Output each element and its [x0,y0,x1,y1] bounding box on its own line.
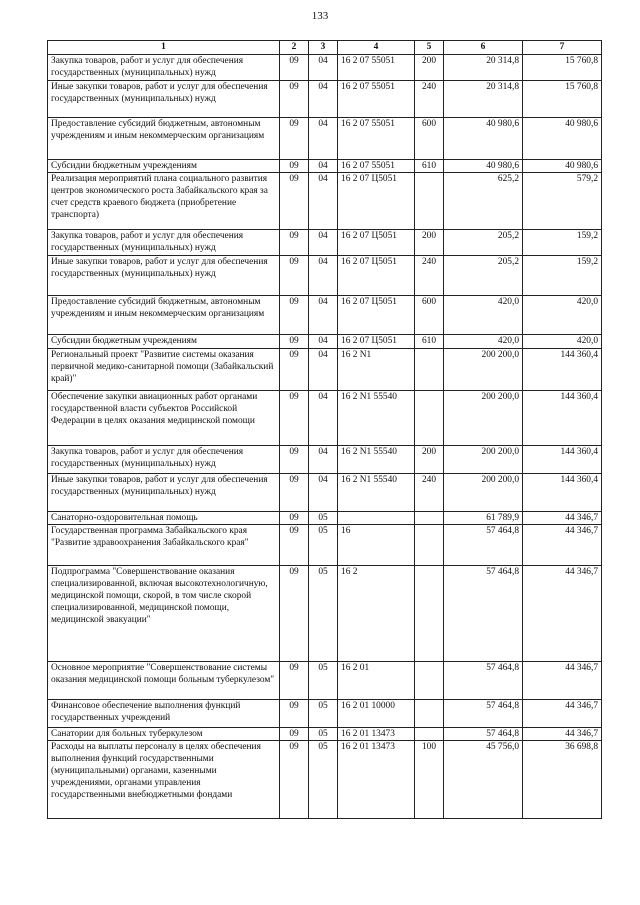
cell-target-article: 16 2 N1 55540 [338,391,415,446]
cell-amount-7: 420,0 [523,335,602,349]
cell-amount-7: 144 360,4 [523,474,602,512]
cell-target-article: 16 2 01 10000 [338,700,415,728]
cell-amount-6: 20 314,8 [444,55,523,81]
table-row [48,173,602,230]
col-header-4: 4 [338,41,415,55]
cell-section: 09 [280,230,309,256]
cell-expense-type [415,512,444,525]
cell-target-article: 16 2 07 55051 [338,118,415,160]
cell-subsection: 05 [309,662,338,700]
cell-amount-6: 205,2 [444,230,523,256]
cell-subsection: 04 [309,335,338,349]
cell-amount-7: 44 346,7 [523,700,602,728]
cell-expense-type: 610 [415,160,444,173]
cell-subsection: 04 [309,446,338,474]
cell-name: Иные закупки товаров, работ и услуг для обеспечения государственных (муниципальных) нужд [48,256,280,296]
cell-amount-7: 36 698,8 [523,741,602,819]
cell-expense-type: 100 [415,741,444,819]
cell-name: Субсидии бюджетным учреждениям [48,335,280,349]
cell-name: Иные закупки товаров, работ и услуг для обеспечения государственных (муниципальных) нужд [48,81,280,118]
cell-amount-7: 44 346,7 [523,566,602,662]
cell-target-article: 16 2 07 Ц5051 [338,296,415,335]
cell-name: Региональный проект "Развитие системы оказания первичной медико-санитарной помощи (Забайкальский край)" [48,349,280,391]
cell-expense-type [415,173,444,230]
cell-amount-6: 200 200,0 [444,391,523,446]
cell-name: Предоставление субсидий бюджетным, автономным учреждениям и иным некоммерческим организациям [48,296,280,335]
col-header-5: 5 [415,41,444,55]
cell-amount-7: 159,2 [523,230,602,256]
cell-amount-6: 40 980,6 [444,160,523,173]
cell-amount-7: 40 980,6 [523,160,602,173]
cell-subsection: 04 [309,230,338,256]
cell-subsection: 05 [309,525,338,566]
table-row [48,474,602,512]
cell-target-article: 16 [338,525,415,566]
cell-section: 09 [280,662,309,700]
cell-subsection: 05 [309,741,338,819]
cell-section: 09 [280,256,309,296]
cell-target-article: 16 2 N1 [338,349,415,391]
cell-name: Обеспечение закупки авиационных работ органами государственной власти субъектов Российской Федерации в целях оказания медицинской помощи [48,391,280,446]
cell-section: 09 [280,160,309,173]
cell-section: 09 [280,335,309,349]
table-row [48,728,602,741]
cell-name: Предоставление субсидий бюджетным, автономным учреждениям и иным некоммерческим организациям [48,118,280,160]
table-row [48,662,602,700]
cell-section: 09 [280,741,309,819]
table-row [48,55,602,81]
table-row [48,296,602,335]
cell-expense-type: 200 [415,446,444,474]
table-row [48,230,602,256]
cell-amount-6: 625,2 [444,173,523,230]
cell-amount-6: 61 789,9 [444,512,523,525]
cell-expense-type: 200 [415,55,444,81]
cell-section: 09 [280,81,309,118]
cell-target-article: 16 2 07 Ц5051 [338,230,415,256]
cell-expense-type [415,700,444,728]
cell-amount-6: 57 464,8 [444,566,523,662]
cell-name: Иные закупки товаров, работ и услуг для обеспечения государственных (муниципальных) нужд [48,474,280,512]
cell-name: Финансовое обеспечение выполнения функций государственных учреждений [48,700,280,728]
cell-name: Основное мероприятие "Совершенствование системы оказания медицинской помощи больным туберкулезом" [48,662,280,700]
cell-subsection: 05 [309,512,338,525]
cell-target-article: 16 2 N1 55540 [338,446,415,474]
cell-subsection: 05 [309,728,338,741]
cell-name: Реализация мероприятий плана социального развития центров экономического роста Забайкальского края за счет средств краевого бюджета (приобретение транспорта) [48,173,280,230]
cell-expense-type [415,728,444,741]
cell-amount-7: 144 360,4 [523,446,602,474]
cell-target-article: 16 2 [338,566,415,662]
col-header-7: 7 [523,41,602,55]
table-row [48,446,602,474]
cell-amount-6: 205,2 [444,256,523,296]
table-row [48,525,602,566]
table-row [48,700,602,728]
cell-subsection: 05 [309,566,338,662]
table-row [48,566,602,662]
cell-expense-type: 240 [415,474,444,512]
cell-amount-6: 57 464,8 [444,728,523,741]
cell-amount-7: 44 346,7 [523,728,602,741]
cell-section: 09 [280,525,309,566]
cell-subsection: 04 [309,81,338,118]
cell-amount-6: 57 464,8 [444,662,523,700]
budget-table [47,40,602,819]
cell-name: Закупка товаров, работ и услуг для обеспечения государственных (муниципальных) нужд [48,446,280,474]
cell-section: 09 [280,296,309,335]
cell-section: 09 [280,118,309,160]
cell-amount-7: 144 360,4 [523,391,602,446]
cell-expense-type [415,525,444,566]
col-header-6: 6 [444,41,523,55]
cell-amount-7: 159,2 [523,256,602,296]
cell-expense-type: 240 [415,256,444,296]
cell-subsection: 04 [309,173,338,230]
cell-section: 09 [280,566,309,662]
cell-expense-type [415,349,444,391]
table-row [48,81,602,118]
col-header-2: 2 [280,41,309,55]
cell-expense-type: 600 [415,118,444,160]
cell-section: 09 [280,349,309,391]
cell-expense-type: 200 [415,230,444,256]
cell-target-article: 16 2 01 13473 [338,741,415,819]
cell-subsection: 04 [309,118,338,160]
cell-amount-6: 57 464,8 [444,525,523,566]
table-row [48,160,602,173]
cell-amount-7: 15 760,8 [523,81,602,118]
cell-expense-type: 600 [415,296,444,335]
table-row [48,512,602,525]
cell-name: Санатории для больных туберкулезом [48,728,280,741]
cell-subsection: 05 [309,700,338,728]
cell-section: 09 [280,700,309,728]
table-row [48,741,602,819]
table-row [48,391,602,446]
cell-section: 09 [280,391,309,446]
cell-subsection: 04 [309,474,338,512]
cell-expense-type: 610 [415,335,444,349]
cell-amount-7: 420,0 [523,296,602,335]
cell-target-article: 16 2 01 13473 [338,728,415,741]
cell-section: 09 [280,55,309,81]
cell-target-article: 16 2 01 [338,662,415,700]
cell-expense-type [415,662,444,700]
cell-name: Закупка товаров, работ и услуг для обеспечения государственных (муниципальных) нужд [48,230,280,256]
cell-amount-7: 579,2 [523,173,602,230]
cell-amount-6: 200 200,0 [444,349,523,391]
cell-target-article: 16 2 07 55051 [338,55,415,81]
col-header-1: 1 [48,41,280,55]
cell-expense-type [415,391,444,446]
cell-subsection: 04 [309,296,338,335]
cell-subsection: 04 [309,160,338,173]
cell-section: 09 [280,474,309,512]
cell-amount-6: 200 200,0 [444,446,523,474]
cell-amount-6: 420,0 [444,335,523,349]
cell-name: Расходы на выплаты персоналу в целях обеспечения выполнения функций государственными (муниципальными) органами, казенными учреждениями, органами управления государственными внебюджетными фондами [48,741,280,819]
cell-name: Закупка товаров, работ и услуг для обеспечения государственных (муниципальных) нужд [48,55,280,81]
cell-amount-6: 20 314,8 [444,81,523,118]
cell-amount-6: 57 464,8 [444,700,523,728]
cell-amount-7: 40 980,6 [523,118,602,160]
header-row [48,41,602,55]
cell-expense-type [415,566,444,662]
cell-amount-7: 44 346,7 [523,525,602,566]
cell-subsection: 04 [309,55,338,81]
cell-subsection: 04 [309,349,338,391]
table-row [48,256,602,296]
cell-amount-6: 45 756,0 [444,741,523,819]
cell-subsection: 04 [309,256,338,296]
cell-name: Подпрограмма "Совершенствование оказания специализированной, включая высокотехнологичную, медицинской помощи, скорой, в том числе скорой специализированной, медицинской помощи, медицинской эвакуации" [48,566,280,662]
cell-amount-6: 420,0 [444,296,523,335]
cell-target-article: 16 2 07 Ц5051 [338,335,415,349]
cell-target-article: 16 2 07 Ц5051 [338,256,415,296]
cell-target-article: 16 2 07 55051 [338,160,415,173]
col-header-3: 3 [309,41,338,55]
cell-name: Санаторно-оздоровительная помощь [48,512,280,525]
cell-name: Субсидии бюджетным учреждениям [48,160,280,173]
page-number: 133 [311,10,329,22]
cell-amount-7: 44 346,7 [523,662,602,700]
cell-amount-6: 200 200,0 [444,474,523,512]
cell-section: 09 [280,512,309,525]
cell-section: 09 [280,728,309,741]
cell-amount-6: 40 980,6 [444,118,523,160]
cell-amount-7: 44 346,7 [523,512,602,525]
cell-section: 09 [280,173,309,230]
cell-name: Государственная программа Забайкальского края "Развитие здравоохранения Забайкальского края" [48,525,280,566]
cell-target-article [338,512,415,525]
cell-subsection: 04 [309,391,338,446]
cell-target-article: 16 2 07 Ц5051 [338,173,415,230]
cell-amount-7: 144 360,4 [523,349,602,391]
cell-target-article: 16 2 N1 55540 [338,474,415,512]
cell-amount-7: 15 760,8 [523,55,602,81]
table-row [48,335,602,349]
table-row [48,118,602,160]
cell-expense-type: 240 [415,81,444,118]
table-row [48,349,602,391]
cell-section: 09 [280,446,309,474]
cell-target-article: 16 2 07 55051 [338,81,415,118]
